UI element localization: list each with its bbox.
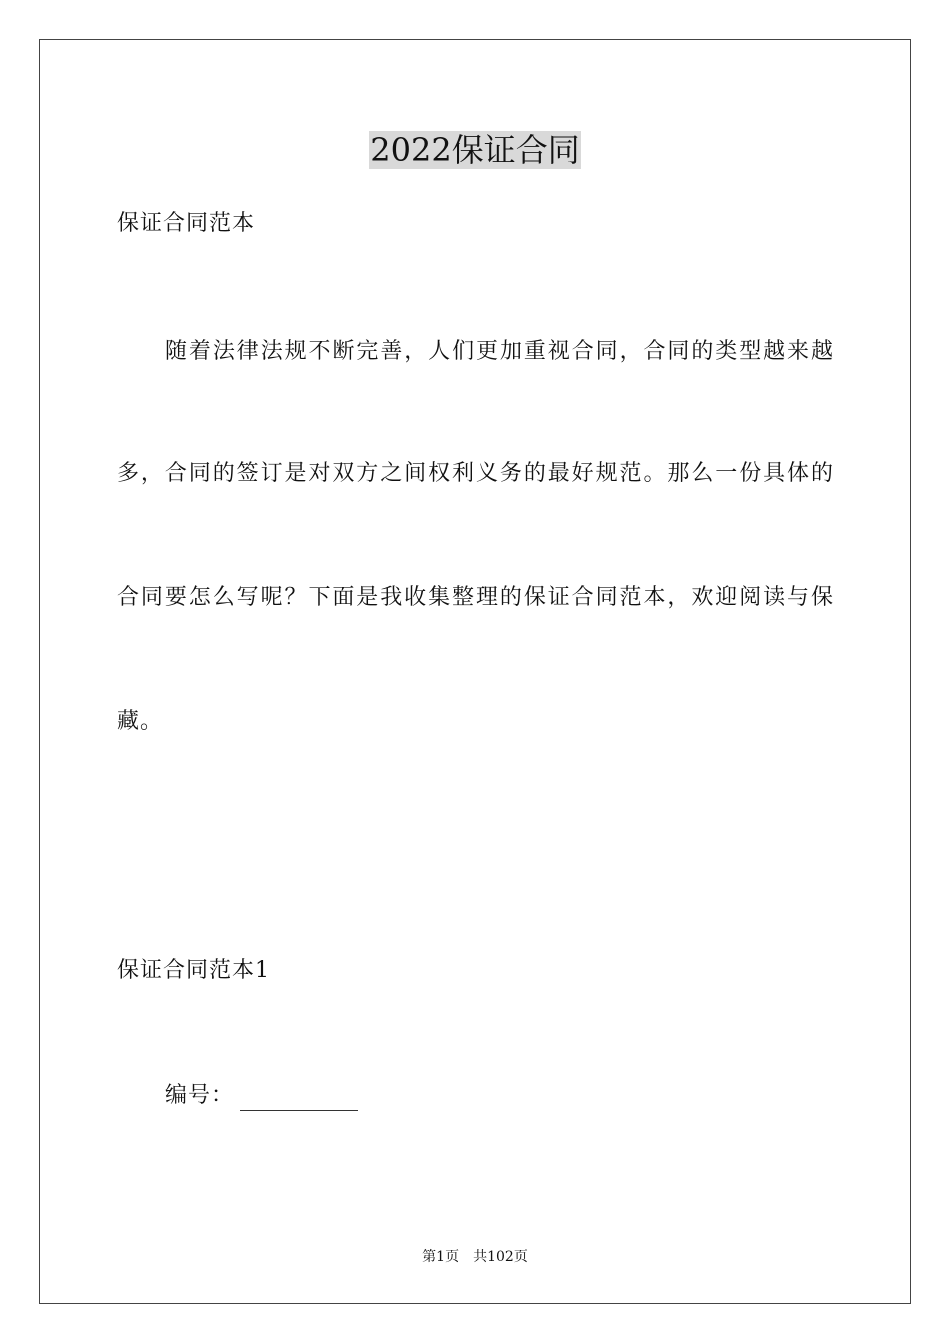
document-subtitle: 保证合同范本	[117, 211, 256, 236]
total-pages: 共102页	[473, 1249, 528, 1265]
page-footer	[0, 1247, 950, 1267]
intro-paragraph-line-4: 藏。	[117, 709, 164, 734]
intro-paragraph-line-3: 合同要怎么写呢？下面是我收集整理的保证合同范本，欢迎阅读与保	[117, 585, 833, 610]
contract-number-field[interactable]	[240, 1088, 358, 1111]
contract-number-label: 编号：	[165, 1083, 235, 1108]
document-title	[0, 128, 950, 172]
section-heading: 保证合同范本1	[117, 958, 270, 983]
contract-number-row	[165, 1081, 833, 1111]
intro-paragraph-line-2: 多，合同的签订是对双方之间权利义务的最好规范。那么一份具体的	[117, 461, 833, 486]
intro-paragraph-line-1: 随着法律法规不断完善，人们更加重视合同，合同的类型越来越	[165, 339, 833, 364]
document-title-text: 2022保证合同	[370, 131, 580, 169]
page-number: 第1页	[422, 1249, 460, 1265]
